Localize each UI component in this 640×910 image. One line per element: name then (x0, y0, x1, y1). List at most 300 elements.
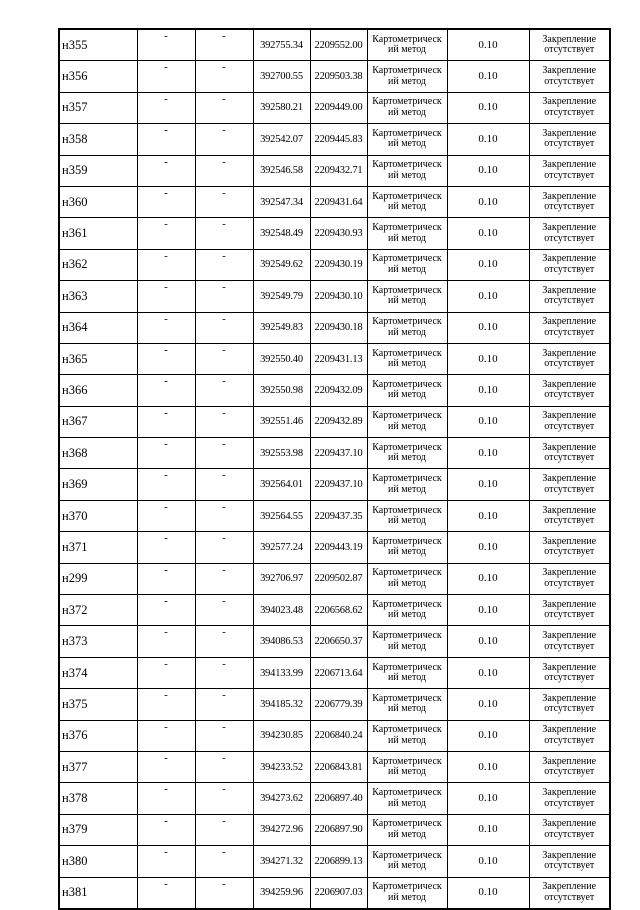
empty-cell (195, 375, 253, 406)
empty-cell (195, 124, 253, 155)
empty-cell (195, 689, 253, 720)
empty-cell (137, 626, 195, 657)
method-text-line: Картометрическ (372, 347, 442, 359)
fixing-text-line: отсутствует (544, 797, 595, 809)
table-row (59, 846, 610, 877)
point-name: н363 (62, 288, 88, 303)
fixing-cell (529, 375, 610, 406)
dash-value: - (222, 343, 226, 356)
method-cell (367, 877, 447, 909)
dash-value: - (164, 720, 168, 733)
point-name-cell (59, 155, 137, 186)
method-text-line: ий метод (387, 609, 426, 621)
fixing-text-line: отсутствует (544, 734, 595, 746)
point-name-cell (59, 124, 137, 155)
fixing-text-line: отсутствует (544, 515, 595, 527)
table-row (59, 657, 610, 688)
fixing-text-line: отсутствует (544, 609, 595, 621)
empty-cell (195, 657, 253, 688)
dash-value: - (222, 186, 226, 199)
method-text-line: Картометрическ (372, 441, 442, 453)
fixing-text-line: Закрепление (542, 755, 597, 767)
method-text-line: ий метод (387, 263, 426, 275)
method-text-line: Картометрическ (372, 630, 442, 642)
method-text-line: ий метод (387, 766, 426, 778)
dash-value: - (222, 312, 226, 325)
fixing-text-line: отсутствует (544, 860, 595, 872)
x-coordinate: 392542.07 (260, 133, 303, 145)
method-cell (367, 814, 447, 845)
empty-cell (137, 218, 195, 249)
method-cell (367, 689, 447, 720)
empty-cell (195, 751, 253, 782)
point-name-cell (59, 312, 137, 343)
empty-cell (195, 438, 253, 469)
fixing-text-line: Закрепление (542, 473, 597, 485)
y-coordinate: 2209430.19 (314, 259, 363, 271)
y-coordinate-cell (310, 281, 367, 312)
dash-value: - (164, 532, 168, 545)
y-coordinate-cell (310, 657, 367, 688)
accuracy-value: 0.10 (478, 70, 498, 83)
fixing-text-line: отсутствует (544, 169, 595, 181)
fixing-cell (529, 689, 610, 720)
accuracy-cell (447, 720, 529, 751)
y-coordinate: 2209437.10 (314, 447, 363, 459)
fixing-text-line: отсутствует (544, 766, 595, 778)
accuracy-cell (447, 29, 529, 61)
accuracy-value: 0.10 (478, 792, 498, 805)
method-cell (367, 249, 447, 280)
empty-cell (137, 657, 195, 688)
method-cell (367, 343, 447, 374)
method-text-line: ий метод (387, 577, 426, 589)
x-coordinate-cell (253, 438, 310, 469)
empty-cell (195, 877, 253, 909)
x-coordinate: 392564.01 (260, 479, 303, 491)
fixing-cell (529, 155, 610, 186)
dash-value: - (164, 186, 168, 199)
fixing-text-line: Закрепление (542, 65, 597, 77)
point-name: н372 (62, 602, 88, 617)
dash-value: - (222, 751, 226, 764)
fixing-cell (529, 532, 610, 563)
method-text-line: ий метод (387, 169, 426, 181)
x-coordinate-cell (253, 626, 310, 657)
point-name-cell (59, 877, 137, 909)
dash-value: - (164, 814, 168, 827)
dash-value: - (222, 563, 226, 576)
method-cell (367, 595, 447, 626)
method-cell (367, 657, 447, 688)
fixing-cell (529, 312, 610, 343)
fixing-text-line: Закрепление (542, 378, 597, 390)
y-coordinate-cell (310, 595, 367, 626)
x-coordinate-cell (253, 375, 310, 406)
dash-value: - (164, 124, 168, 137)
fixing-cell (529, 218, 610, 249)
fixing-text-line: Закрепление (542, 504, 597, 516)
fixing-cell (529, 406, 610, 437)
table-row (59, 312, 610, 343)
dash-value: - (222, 124, 226, 137)
method-cell (367, 312, 447, 343)
y-coordinate-cell (310, 375, 367, 406)
x-coordinate-cell (253, 595, 310, 626)
x-coordinate: 392551.46 (260, 416, 303, 428)
method-text-line: Картометрическ (372, 65, 442, 77)
table-row (59, 720, 610, 751)
point-name: н365 (62, 351, 88, 366)
method-text-line: ий метод (387, 734, 426, 746)
accuracy-cell (447, 438, 529, 469)
dash-value: - (222, 155, 226, 168)
accuracy-cell (447, 657, 529, 688)
fixing-text-line: Закрепление (542, 253, 597, 265)
fixing-text-line: отсутствует (544, 828, 595, 840)
point-name: н364 (62, 320, 88, 335)
method-text-line: Картометрическ (372, 190, 442, 202)
method-cell (367, 375, 447, 406)
table-row (59, 783, 610, 814)
method-text-line: Картометрическ (372, 881, 442, 893)
method-text-line: ий метод (387, 201, 426, 213)
fixing-text-line: Закрепление (542, 849, 597, 861)
method-text-line: ий метод (387, 860, 426, 872)
y-coordinate-cell (310, 532, 367, 563)
empty-cell (137, 500, 195, 531)
dash-value: - (222, 61, 226, 74)
y-coordinate: 2206897.40 (314, 793, 363, 805)
method-text-line: Картометрическ (372, 222, 442, 234)
x-coordinate-cell (253, 846, 310, 877)
y-coordinate-cell (310, 626, 367, 657)
accuracy-value: 0.10 (478, 352, 498, 365)
fixing-cell (529, 500, 610, 531)
point-name-cell (59, 846, 137, 877)
accuracy-value: 0.10 (478, 478, 498, 491)
table-row (59, 689, 610, 720)
x-coordinate: 392546.58 (260, 165, 303, 177)
method-text-line: Картометрическ (372, 724, 442, 736)
method-text-line: Картометрическ (372, 787, 442, 799)
y-coordinate: 2209437.10 (314, 479, 363, 491)
x-coordinate: 394272.96 (260, 824, 303, 836)
method-text-line: ий метод (387, 515, 426, 527)
y-coordinate-cell (310, 61, 367, 92)
accuracy-value: 0.10 (478, 697, 498, 710)
accuracy-cell (447, 563, 529, 594)
x-coordinate: 394233.52 (260, 761, 303, 773)
empty-cell (195, 312, 253, 343)
fixing-text-line: отсутствует (544, 577, 595, 589)
accuracy-value: 0.10 (478, 383, 498, 396)
fixing-text-line: отсутствует (544, 546, 595, 558)
fixing-cell (529, 877, 610, 909)
fixing-text-line: отсутствует (544, 891, 595, 903)
accuracy-cell (447, 532, 529, 563)
fixing-cell (529, 846, 610, 877)
y-coordinate: 2209431.13 (314, 353, 363, 365)
x-coordinate-cell (253, 281, 310, 312)
method-text-line: ий метод (387, 546, 426, 558)
fixing-cell (529, 751, 610, 782)
empty-cell (195, 281, 253, 312)
point-name-cell (59, 689, 137, 720)
point-name-cell (59, 29, 137, 61)
accuracy-value: 0.10 (478, 227, 498, 240)
point-name: н380 (62, 853, 88, 868)
dash-value: - (164, 689, 168, 702)
dash-value: - (164, 61, 168, 74)
method-text-line: ий метод (387, 295, 426, 307)
empty-cell (137, 438, 195, 469)
empty-cell (137, 92, 195, 123)
table-row (59, 186, 610, 217)
table-row (59, 375, 610, 406)
point-name: н377 (62, 759, 88, 774)
dash-value: - (164, 438, 168, 451)
fixing-text-line: Закрепление (542, 818, 597, 830)
y-coordinate: 2209430.18 (314, 322, 363, 334)
x-coordinate: 392549.62 (260, 259, 303, 271)
accuracy-value: 0.10 (478, 760, 498, 773)
point-name-cell (59, 218, 137, 249)
y-coordinate: 2206779.39 (314, 698, 363, 710)
point-name-cell (59, 281, 137, 312)
table-row (59, 877, 610, 909)
dash-value: - (222, 626, 226, 639)
y-coordinate: 2206650.37 (314, 636, 363, 648)
point-name: н299 (62, 571, 88, 586)
dash-value: - (164, 877, 168, 890)
table-row (59, 92, 610, 123)
fixing-text-line: отсутствует (544, 389, 595, 401)
empty-cell (195, 249, 253, 280)
point-name: н358 (62, 131, 88, 146)
method-cell (367, 92, 447, 123)
x-coordinate: 392700.55 (260, 71, 303, 83)
empty-cell (137, 343, 195, 374)
method-text-line: ий метод (387, 75, 426, 87)
dash-value: - (222, 657, 226, 670)
x-coordinate-cell (253, 532, 310, 563)
dash-value: - (222, 92, 226, 105)
method-cell (367, 281, 447, 312)
y-coordinate: 2209430.93 (314, 228, 363, 240)
table-row (59, 563, 610, 594)
y-coordinate-cell (310, 92, 367, 123)
x-coordinate: 394185.32 (260, 698, 303, 710)
x-coordinate-cell (253, 92, 310, 123)
y-coordinate-cell (310, 846, 367, 877)
accuracy-cell (447, 249, 529, 280)
empty-cell (195, 595, 253, 626)
x-coordinate: 392553.98 (260, 447, 303, 459)
point-name: н359 (62, 163, 88, 178)
dash-value: - (222, 595, 226, 608)
coordinates-table (58, 28, 611, 910)
y-coordinate-cell (310, 751, 367, 782)
method-text-line: Картометрическ (372, 535, 442, 547)
empty-cell (137, 312, 195, 343)
x-coordinate: 392755.34 (260, 39, 303, 51)
empty-cell (195, 814, 253, 845)
fixing-text-line: Закрепление (542, 630, 597, 642)
fixing-cell (529, 720, 610, 751)
table-row (59, 281, 610, 312)
accuracy-cell (447, 751, 529, 782)
fixing-cell (529, 29, 610, 61)
method-text-line: Картометрическ (372, 253, 442, 265)
empty-cell (137, 249, 195, 280)
y-coordinate: 2209432.09 (314, 384, 363, 396)
point-name: н369 (62, 477, 88, 492)
accuracy-value: 0.10 (478, 289, 498, 302)
point-name: н368 (62, 445, 88, 460)
y-coordinate-cell (310, 877, 367, 909)
accuracy-value: 0.10 (478, 635, 498, 648)
method-text-line: ий метод (387, 452, 426, 464)
fixing-text-line: отсутствует (544, 640, 595, 652)
method-text-line: ий метод (387, 891, 426, 903)
fixing-text-line: Закрепление (542, 441, 597, 453)
table-row (59, 29, 610, 61)
dash-value: - (222, 532, 226, 545)
point-name-cell (59, 406, 137, 437)
table-row (59, 218, 610, 249)
table-row (59, 61, 610, 92)
fixing-text-line: Закрепление (542, 96, 597, 108)
dash-value: - (164, 751, 168, 764)
table-row (59, 626, 610, 657)
y-coordinate-cell (310, 500, 367, 531)
method-text-line: ий метод (387, 828, 426, 840)
point-name-cell (59, 343, 137, 374)
point-name: н374 (62, 665, 88, 680)
x-coordinate: 392547.34 (260, 196, 303, 208)
y-coordinate: 2209503.38 (314, 71, 363, 83)
point-name-cell (59, 438, 137, 469)
method-cell (367, 155, 447, 186)
fixing-text-line: отсутствует (544, 672, 595, 683)
method-text-line: ий метод (387, 138, 426, 150)
x-coordinate: 394271.32 (260, 855, 303, 867)
y-coordinate-cell (310, 29, 367, 61)
method-cell (367, 563, 447, 594)
point-name-cell (59, 500, 137, 531)
point-name: н375 (62, 696, 88, 711)
dash-value: - (164, 312, 168, 325)
fixing-cell (529, 563, 610, 594)
empty-cell (137, 29, 195, 61)
accuracy-cell (447, 877, 529, 909)
accuracy-value: 0.10 (478, 101, 498, 114)
method-text-line: ий метод (387, 389, 426, 401)
y-coordinate-cell (310, 155, 367, 186)
table-row (59, 249, 610, 280)
method-text-line: ий метод (387, 106, 426, 118)
dash-value: - (164, 595, 168, 608)
fixing-text-line: отсутствует (544, 420, 595, 432)
table-body (59, 29, 610, 909)
point-name: н379 (62, 822, 88, 837)
dash-value: - (222, 814, 226, 827)
y-coordinate: 2206897.90 (314, 824, 363, 836)
dash-value: - (164, 281, 168, 294)
fixing-text-line: Закрепление (542, 410, 597, 422)
empty-cell (137, 751, 195, 782)
fixing-cell (529, 814, 610, 845)
empty-cell (195, 406, 253, 437)
fixing-text-line: отсутствует (544, 358, 595, 370)
accuracy-cell (447, 61, 529, 92)
x-coordinate-cell (253, 469, 310, 500)
method-text-line: ий метод (387, 44, 426, 56)
accuracy-cell (447, 469, 529, 500)
method-cell (367, 124, 447, 155)
y-coordinate: 2209443.19 (314, 541, 363, 553)
fixing-text-line: отсутствует (544, 326, 595, 338)
x-coordinate: 392550.40 (260, 353, 303, 365)
x-coordinate-cell (253, 657, 310, 688)
accuracy-value: 0.10 (478, 854, 498, 867)
x-coordinate: 394273.62 (260, 793, 303, 805)
x-coordinate-cell (253, 500, 310, 531)
y-coordinate: 2209552.00 (314, 39, 363, 51)
y-coordinate: 2206713.64 (314, 667, 363, 679)
accuracy-value: 0.10 (478, 823, 498, 836)
point-name: н367 (62, 414, 88, 429)
empty-cell (195, 155, 253, 186)
fixing-text-line: Закрепление (542, 598, 597, 610)
fixing-text-line: отсутствует (544, 138, 595, 150)
fixing-text-line: отсутствует (544, 452, 595, 464)
x-coordinate-cell (253, 249, 310, 280)
fixing-cell (529, 469, 610, 500)
empty-cell (137, 375, 195, 406)
x-coordinate: 394230.85 (260, 730, 303, 742)
fixing-text-line: отсутствует (544, 75, 595, 87)
table-row (59, 343, 610, 374)
point-name: н381 (62, 885, 88, 900)
fixing-text-line: Закрепление (542, 127, 597, 139)
fixing-text-line: Закрепление (542, 724, 597, 736)
dash-value: - (164, 406, 168, 419)
empty-cell (195, 783, 253, 814)
method-cell (367, 61, 447, 92)
x-coordinate-cell (253, 720, 310, 751)
dash-value: - (164, 155, 168, 168)
accuracy-value: 0.10 (478, 666, 498, 679)
x-coordinate-cell (253, 312, 310, 343)
method-cell (367, 469, 447, 500)
empty-cell (195, 29, 253, 61)
dash-value: - (164, 626, 168, 639)
method-text-line: Картометрическ (372, 473, 442, 485)
x-coordinate: 392550.98 (260, 384, 303, 396)
method-cell (367, 29, 447, 61)
y-coordinate-cell (310, 186, 367, 217)
y-coordinate-cell (310, 438, 367, 469)
x-coordinate: 392548.49 (260, 228, 303, 240)
x-coordinate-cell (253, 689, 310, 720)
fixing-text-line: отсутствует (544, 703, 595, 715)
method-cell (367, 218, 447, 249)
y-coordinate: 2209432.71 (314, 165, 363, 177)
point-name: н355 (62, 37, 88, 52)
dash-value: - (164, 30, 168, 42)
